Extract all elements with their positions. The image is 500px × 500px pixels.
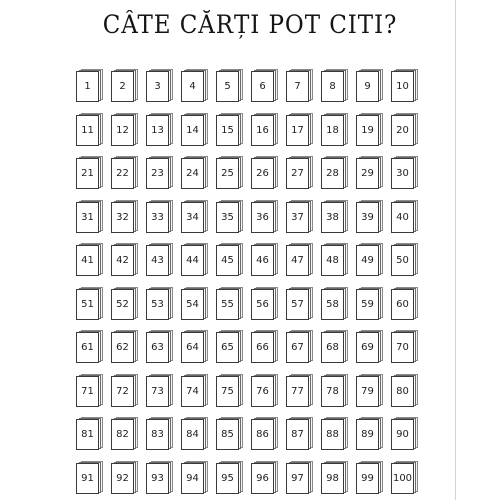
book-icon[interactable]: [391, 329, 417, 362]
book-icon[interactable]: [111, 460, 137, 493]
book-icon[interactable]: [181, 286, 207, 319]
book-number: 36: [256, 211, 269, 223]
book-icon[interactable]: [111, 242, 137, 275]
book-number: 53: [151, 298, 164, 310]
book-icon[interactable]: [356, 112, 382, 145]
book-number: 2: [119, 81, 126, 92]
book-icon[interactable]: [251, 199, 277, 232]
book-icon[interactable]: [321, 373, 347, 406]
book-icon[interactable]: [321, 68, 347, 101]
book-icon[interactable]: [181, 460, 207, 493]
book-number: 95: [221, 472, 234, 484]
book-icon[interactable]: [391, 155, 417, 188]
book-icon[interactable]: [286, 286, 312, 319]
book-number: 43: [151, 255, 164, 266]
book-number: 9: [364, 81, 371, 92]
book-icon[interactable]: [321, 286, 347, 319]
book-icon[interactable]: [251, 242, 277, 275]
book-icon[interactable]: [216, 242, 242, 275]
book-number: 23: [151, 168, 164, 179]
book-icon[interactable]: [76, 112, 102, 145]
book-icon[interactable]: [111, 373, 137, 406]
book-number: 47: [291, 255, 304, 266]
book-icon[interactable]: [146, 416, 172, 449]
book-number: 90: [396, 429, 409, 440]
book-number: 33: [151, 211, 164, 223]
book-icon[interactable]: [356, 242, 382, 275]
book-number: 37: [291, 211, 304, 223]
book-number: 79: [361, 385, 374, 397]
book-icon[interactable]: [146, 68, 172, 101]
book-number: 70: [396, 342, 409, 353]
book-number: 4: [189, 81, 196, 92]
book-icon[interactable]: [76, 199, 102, 232]
book-icon[interactable]: [251, 155, 277, 188]
book-number: 58: [326, 298, 339, 310]
book-icon[interactable]: [286, 329, 312, 362]
book-icon[interactable]: [76, 242, 102, 275]
book-icon[interactable]: [391, 199, 417, 232]
book-icon[interactable]: [321, 460, 347, 493]
book-icon[interactable]: [286, 68, 312, 101]
book-number: 83: [151, 429, 164, 440]
book-icon[interactable]: [391, 112, 417, 145]
book-number: 38: [326, 211, 339, 223]
book-number: 99: [361, 472, 374, 484]
book-icon[interactable]: [181, 112, 207, 145]
book-icon[interactable]: [216, 199, 242, 232]
book-icon[interactable]: [356, 68, 382, 101]
book-number: 82: [116, 429, 129, 440]
book-icon[interactable]: [216, 286, 242, 319]
book-number: 55: [221, 298, 234, 310]
book-icon[interactable]: [251, 112, 277, 145]
book-icon[interactable]: [181, 68, 207, 101]
reading-tracker-grid: [76, 68, 417, 493]
book-number: 7: [294, 81, 301, 92]
book-number: 60: [396, 298, 409, 310]
book-icon[interactable]: [356, 460, 382, 493]
book-number: 52: [116, 298, 129, 310]
book-number: 29: [361, 168, 374, 179]
book-icon[interactable]: [111, 416, 137, 449]
book-number: 15: [221, 124, 234, 136]
book-number: 8: [329, 81, 336, 92]
book-icon[interactable]: [321, 242, 347, 275]
book-icon[interactable]: [146, 199, 172, 232]
book-number: 87: [291, 429, 304, 440]
book-number: 93: [151, 472, 164, 484]
book-number: 27: [291, 168, 304, 179]
book-number: 1: [84, 81, 91, 92]
book-number: 77: [291, 385, 304, 397]
book-icon[interactable]: [111, 286, 137, 319]
book-number: 66: [256, 342, 269, 353]
book-number: 46: [256, 255, 269, 266]
book-number: 11: [81, 124, 94, 136]
book-icon[interactable]: [286, 460, 312, 493]
book-number: 98: [326, 472, 339, 484]
book-number: 28: [326, 168, 339, 179]
book-icon[interactable]: [111, 329, 137, 362]
book-number: 89: [361, 429, 374, 440]
book-icon[interactable]: [216, 329, 242, 362]
book-icon[interactable]: [286, 112, 312, 145]
book-number: 97: [291, 472, 304, 484]
book-number: 88: [326, 429, 339, 440]
book-icon[interactable]: [216, 460, 242, 493]
book-icon[interactable]: [251, 329, 277, 362]
book-icon[interactable]: [321, 112, 347, 145]
book-icon[interactable]: [181, 242, 207, 275]
book-icon[interactable]: [321, 416, 347, 449]
book-icon[interactable]: [181, 199, 207, 232]
page-title: CÂTE CĂRȚI POT CITI?: [102, 10, 398, 39]
book-number: 92: [116, 472, 129, 484]
book-icon[interactable]: [391, 460, 417, 493]
book-icon[interactable]: [356, 373, 382, 406]
book-number: 50: [396, 255, 409, 266]
book-icon[interactable]: [251, 373, 277, 406]
book-icon[interactable]: [76, 68, 102, 101]
book-number: 100: [392, 472, 413, 484]
book-number: 91: [81, 472, 94, 484]
book-number: 75: [221, 385, 234, 397]
book-number: 67: [291, 342, 304, 353]
book-number: 41: [81, 255, 94, 266]
book-number: 24: [186, 168, 199, 179]
book-icon[interactable]: [321, 155, 347, 188]
book-number: 17: [291, 124, 304, 136]
book-icon[interactable]: [181, 373, 207, 406]
book-number: 69: [361, 342, 374, 353]
book-number: 56: [256, 298, 269, 310]
book-icon[interactable]: [251, 460, 277, 493]
book-icon[interactable]: [216, 155, 242, 188]
book-number: 57: [291, 298, 304, 310]
book-number: 72: [116, 385, 129, 397]
book-number: 14: [186, 124, 199, 136]
book-number: 74: [186, 385, 199, 397]
book-number: 21: [81, 168, 94, 179]
book-number: 86: [256, 429, 269, 440]
book-number: 12: [116, 124, 129, 136]
book-number: 30: [396, 168, 409, 179]
book-icon[interactable]: [356, 155, 382, 188]
book-icon[interactable]: [111, 68, 137, 101]
book-icon[interactable]: [356, 329, 382, 362]
book-icon[interactable]: [181, 416, 207, 449]
book-number: 54: [186, 298, 199, 310]
book-number: 64: [186, 342, 199, 353]
book-icon[interactable]: [76, 286, 102, 319]
book-number: 31: [81, 211, 94, 223]
book-number: 26: [256, 168, 269, 179]
book-number: 42: [116, 255, 129, 266]
book-number: 45: [221, 255, 234, 266]
book-icon[interactable]: [146, 155, 172, 188]
book-number: 81: [81, 429, 94, 440]
book-icon[interactable]: [356, 286, 382, 319]
book-icon[interactable]: [286, 416, 312, 449]
book-icon[interactable]: [356, 416, 382, 449]
book-icon[interactable]: [76, 416, 102, 449]
book-icon[interactable]: [181, 329, 207, 362]
book-icon[interactable]: [391, 373, 417, 406]
book-number: 85: [221, 429, 234, 440]
book-number: 6: [259, 81, 266, 92]
book-icon[interactable]: [76, 155, 102, 188]
book-icon[interactable]: [391, 242, 417, 275]
book-number: 44: [186, 255, 199, 266]
book-number: 40: [396, 211, 409, 223]
book-icon[interactable]: [356, 199, 382, 232]
book-number: 16: [256, 124, 269, 136]
book-icon[interactable]: [391, 416, 417, 449]
book-icon[interactable]: [146, 242, 172, 275]
book-number: 62: [116, 342, 129, 353]
book-icon[interactable]: [216, 68, 242, 101]
book-number: 73: [151, 385, 164, 397]
book-number: 65: [221, 342, 234, 353]
book-icon[interactable]: [111, 112, 137, 145]
book-number: 84: [186, 429, 199, 440]
book-number: 25: [221, 168, 234, 179]
book-icon[interactable]: [251, 286, 277, 319]
book-number: 22: [116, 168, 129, 179]
book-number: 3: [154, 81, 161, 92]
book-icon[interactable]: [146, 286, 172, 319]
book-number: 5: [224, 81, 231, 92]
book-icon[interactable]: [146, 329, 172, 362]
book-icon[interactable]: [251, 416, 277, 449]
page-edge-line: [455, 0, 456, 500]
book-icon[interactable]: [286, 199, 312, 232]
book-icon[interactable]: [286, 155, 312, 188]
book-icon[interactable]: [76, 329, 102, 362]
book-number: 39: [361, 211, 374, 223]
book-number: 68: [326, 342, 339, 353]
book-number: 80: [396, 385, 409, 397]
book-icon[interactable]: [111, 199, 137, 232]
book-icon[interactable]: [286, 242, 312, 275]
book-number: 51: [81, 298, 94, 310]
book-number: 59: [361, 298, 374, 310]
book-icon[interactable]: [251, 68, 277, 101]
book-icon[interactable]: [146, 112, 172, 145]
book-number: 94: [186, 472, 199, 484]
book-number: 49: [361, 255, 374, 266]
book-icon[interactable]: [216, 112, 242, 145]
book-icon[interactable]: [286, 373, 312, 406]
book-number: 78: [326, 385, 339, 397]
book-number: 35: [221, 211, 234, 223]
book-number: 71: [81, 385, 94, 397]
book-icon[interactable]: [76, 460, 102, 493]
book-number: 13: [151, 124, 164, 136]
book-icon[interactable]: [111, 155, 137, 188]
book-icon[interactable]: [216, 373, 242, 406]
book-icon[interactable]: [76, 373, 102, 406]
book-number: 32: [116, 211, 129, 223]
book-number: 20: [396, 124, 409, 136]
book-number: 76: [256, 385, 269, 397]
book-number: 96: [256, 472, 269, 484]
book-number: 10: [396, 81, 409, 92]
book-icon[interactable]: [391, 286, 417, 319]
book-number: 61: [81, 342, 94, 353]
book-number: 48: [326, 255, 339, 266]
book-icon[interactable]: [321, 199, 347, 232]
book-number: 19: [361, 124, 374, 136]
book-icon[interactable]: [216, 416, 242, 449]
book-number: 34: [186, 211, 199, 223]
book-number: 18: [326, 124, 339, 136]
book-icon[interactable]: [391, 68, 417, 101]
book-icon[interactable]: [146, 460, 172, 493]
book-icon[interactable]: [181, 155, 207, 188]
book-icon[interactable]: [321, 329, 347, 362]
book-number: 63: [151, 342, 164, 353]
book-icon[interactable]: [146, 373, 172, 406]
